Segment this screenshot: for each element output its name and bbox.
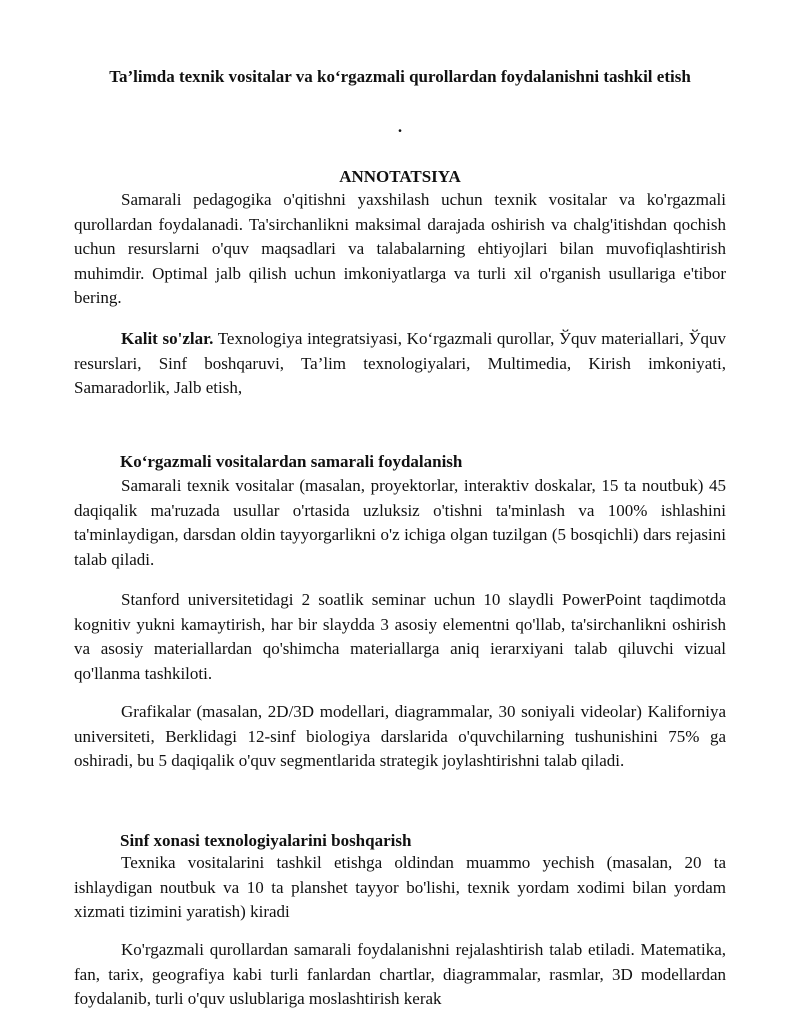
section-heading-visual-aids: Ko‘rgazmali vositalardan samarali foydalanish — [120, 452, 463, 471]
section2-paragraph-2: Ko'rgazmali qurollardan samarali foydalanishni rejalashtirish talab etiladi. Matematika, fan, tarix, geografiya kabi turli fanlardan chartlar, diagrammalar, rasmlar, 3D modellardan foydalanib, turli o'quv uslublariga moslashtirish kerak — [74, 940, 726, 1008]
document-title: Ta’limda texnik vositalar va ko‘rgazmali qurollardan foydalanishni tashkil etish — [109, 67, 691, 86]
title-dot: . — [397, 117, 403, 136]
annotation-heading: ANNOTATSIYA — [339, 167, 461, 186]
keywords-label: Kalit so'zlar. — [121, 329, 214, 348]
section1-paragraph-3: Grafikalar (masalan, 2D/3D modellari, diagrammalar, 30 soniyali videolar) Kaliforniya universiteti, Berklidagi 12-sinf biologiya darslarida o'quvchilarning tushunishini 75% ga oshiradi, bu 5 daqiqalik o'quv segmentlarida strategik joylashtirishni talab qiladi. — [74, 702, 726, 770]
section1-paragraph-1: Samarali texnik vositalar (masalan, proyektorlar, interaktiv doskalar, 15 ta noutbuk) 45 daqiqalik ma'ruzada usullar o'rtasida uzluksiz o'tishni ta'minlash va 100% ishlashini ta'minlaydigan, darsdan oldin tayyorgarlikni o'z ichiga olgan tuzilgan (5 bosqichli) dars rejasini talab qiladi. — [74, 476, 726, 569]
annotation-paragraph: Samarali pedagogika o'qitishni yaxshilash uchun texnik vositalar va ko'rgazmali qurollardan foydalanadi. Ta'sirchanlikni maksimal darajada oshirish va chalg'itishdan qochish uchun resurslarni o'quv maqsadlari va talabalarning ehtiyojlari bilan muvofiqlashtirish muhimdir. Optimal jalb qilish uchun imkoniyatlarga va turli xil o'rganish usullariga e'tibor bering. — [74, 190, 726, 307]
section1-paragraph-2: Stanford universitetidagi 2 soatlik seminar uchun 10 slaydli PowerPoint taqdimotda kognitiv yukni kamaytirish, har bir slaydda 3 asosiy elementni qo'llab, ta'sirchanlikni oshirish va asosiy materiallardan qo'shimcha materiallarga aniq ierarxiyani talab qiluvchi vizual qo'llanma tashkiloti. — [74, 590, 726, 683]
section-heading-classroom-tech: Sinf xonasi texnologiyalarini boshqarish — [120, 831, 412, 850]
keywords-paragraph — [74, 327, 726, 401]
section2-paragraph-1: Texnika vositalarini tashkil etishga oldindan muammo yechish (masalan, 20 ta ishlaydigan noutbuk va 10 ta planshet tayyor bo'lishi, texnik yordam xodimi bilan yordam xizmati tizimini yaratish) kiradi — [74, 853, 726, 921]
keywords-text: Texnologiya integratsiyasi, Ko‘rgazmali qurollar, Ўquv materiallari, Ўquv resurslari, Sinf boshqaruvi, Ta’lim texnologiyalari, Multimedia, Kirish imkoniyati, Samaradorlik, Jalb etish, — [74, 329, 726, 397]
